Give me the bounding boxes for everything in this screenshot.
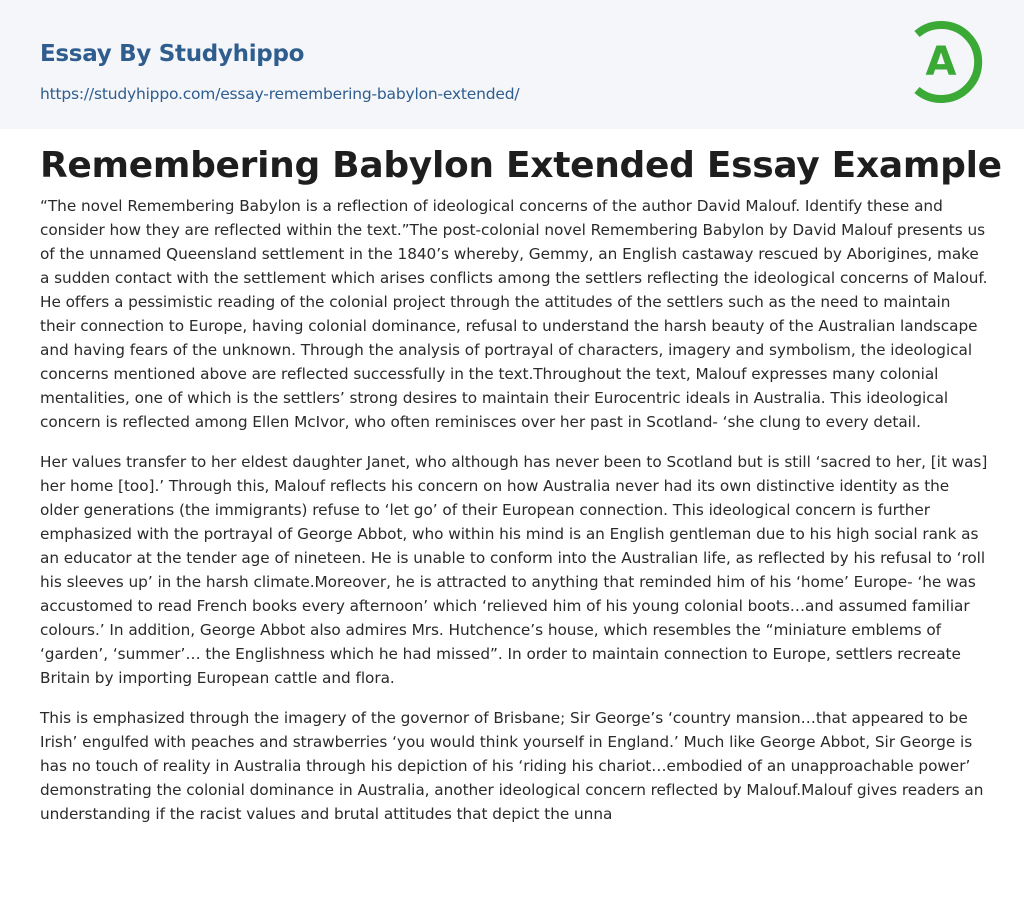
page-title: Remembering Babylon Extended Essay Example [40, 145, 1002, 186]
essay-body [40, 194, 990, 842]
site-header [0, 0, 1024, 129]
site-brand[interactable]: Essay By Studyhippo [40, 41, 305, 67]
essay-paragraph: This is emphasized through the imagery of the governor of Brisbane; Sir George’s ‘country mansion…that appeared to be Irish’ engulfed with peaches and strawberries ‘you would think yourself in England.’ Much like George Abbot, Sir George is has no touch of reality in Australia through his depiction of his ‘riding his chariot…embodied of an unapproachable power’ demonstrating the colonial dominance in Australia, another ideological concern reflected by Malouf.Malouf gives readers an understanding if the racist values and brutal attitudes that depict the unna [40, 709, 984, 823]
essay-paragraph: “The novel Remembering Babylon is a reflection of ideological concerns of the author David Malouf. Identify these and consider how they are reflected within the text.”The post-colonial novel Remembering Babylon by David Malouf presents us of the unnamed Queensland settlement in the 1840’s whereby, Gemmy, an English castaway rescued by Aborigines, make a sudden contact with the settlement which arises conflicts among the settlers reflecting the ideological concerns of Malouf. He offers a pessimistic reading of the colonial project through the attitudes of the settlers such as the need to maintain their connection to Europe, having colonial dominance, refusal to understand the harsh beauty of the Australian landscape and having fears of the unknown. Through the analysis of portrayal of characters, imagery and symbolism, the ideological concerns mentioned above are reflected successfully in the text.Throughout the text, Malouf expresses many colonial mentalities, one of which is the settlers’ strong desires to maintain their Eurocentric ideals in Australia. This ideological concern is reflected among Ellen McIvor, who often reminisces over her past in Scotland- ‘she clung to every detail. [40, 197, 988, 431]
studyhippo-logo-icon[interactable] [911, 18, 987, 106]
page-url-link[interactable]: https://studyhippo.com/essay-remembering-babylon-extended/ [40, 85, 520, 103]
essay-paragraph: Her values transfer to her eldest daughter Janet, who although has never been to Scotland but is still ‘sacred to her, [it was] her home [too].’ Through this, Malouf reflects his concern on how Australia never had its own distinctive identity as the older generations (the immigrants) refuse to ‘let go’ of their European connection. This ideological concern is further emphasized with the portrayal of George Abbot, who within his mind is an English gentleman due to his high social rank as an educator at the tender age of nineteen. He is unable to conform into the Australian life, as reflected by his refusal to ‘roll his sleeves up’ in the harsh climate.Moreover, he is attracted to anything that reminded him of his ‘home’ Europe- ‘he was accustomed to read French books every afternoon’ which ‘relieved him of his young colonial boots…and assumed familiar colours.’ In addition, George Abbot also admires Mrs. Hutchence’s house, which resembles the “miniature emblems of ‘garden’, ‘summer’… the Englishness which he had missed”. In order to maintain connection to Europe, settlers recreate Britain by importing European cattle and flora. [40, 453, 988, 687]
logo-letter: A [925, 39, 957, 85]
